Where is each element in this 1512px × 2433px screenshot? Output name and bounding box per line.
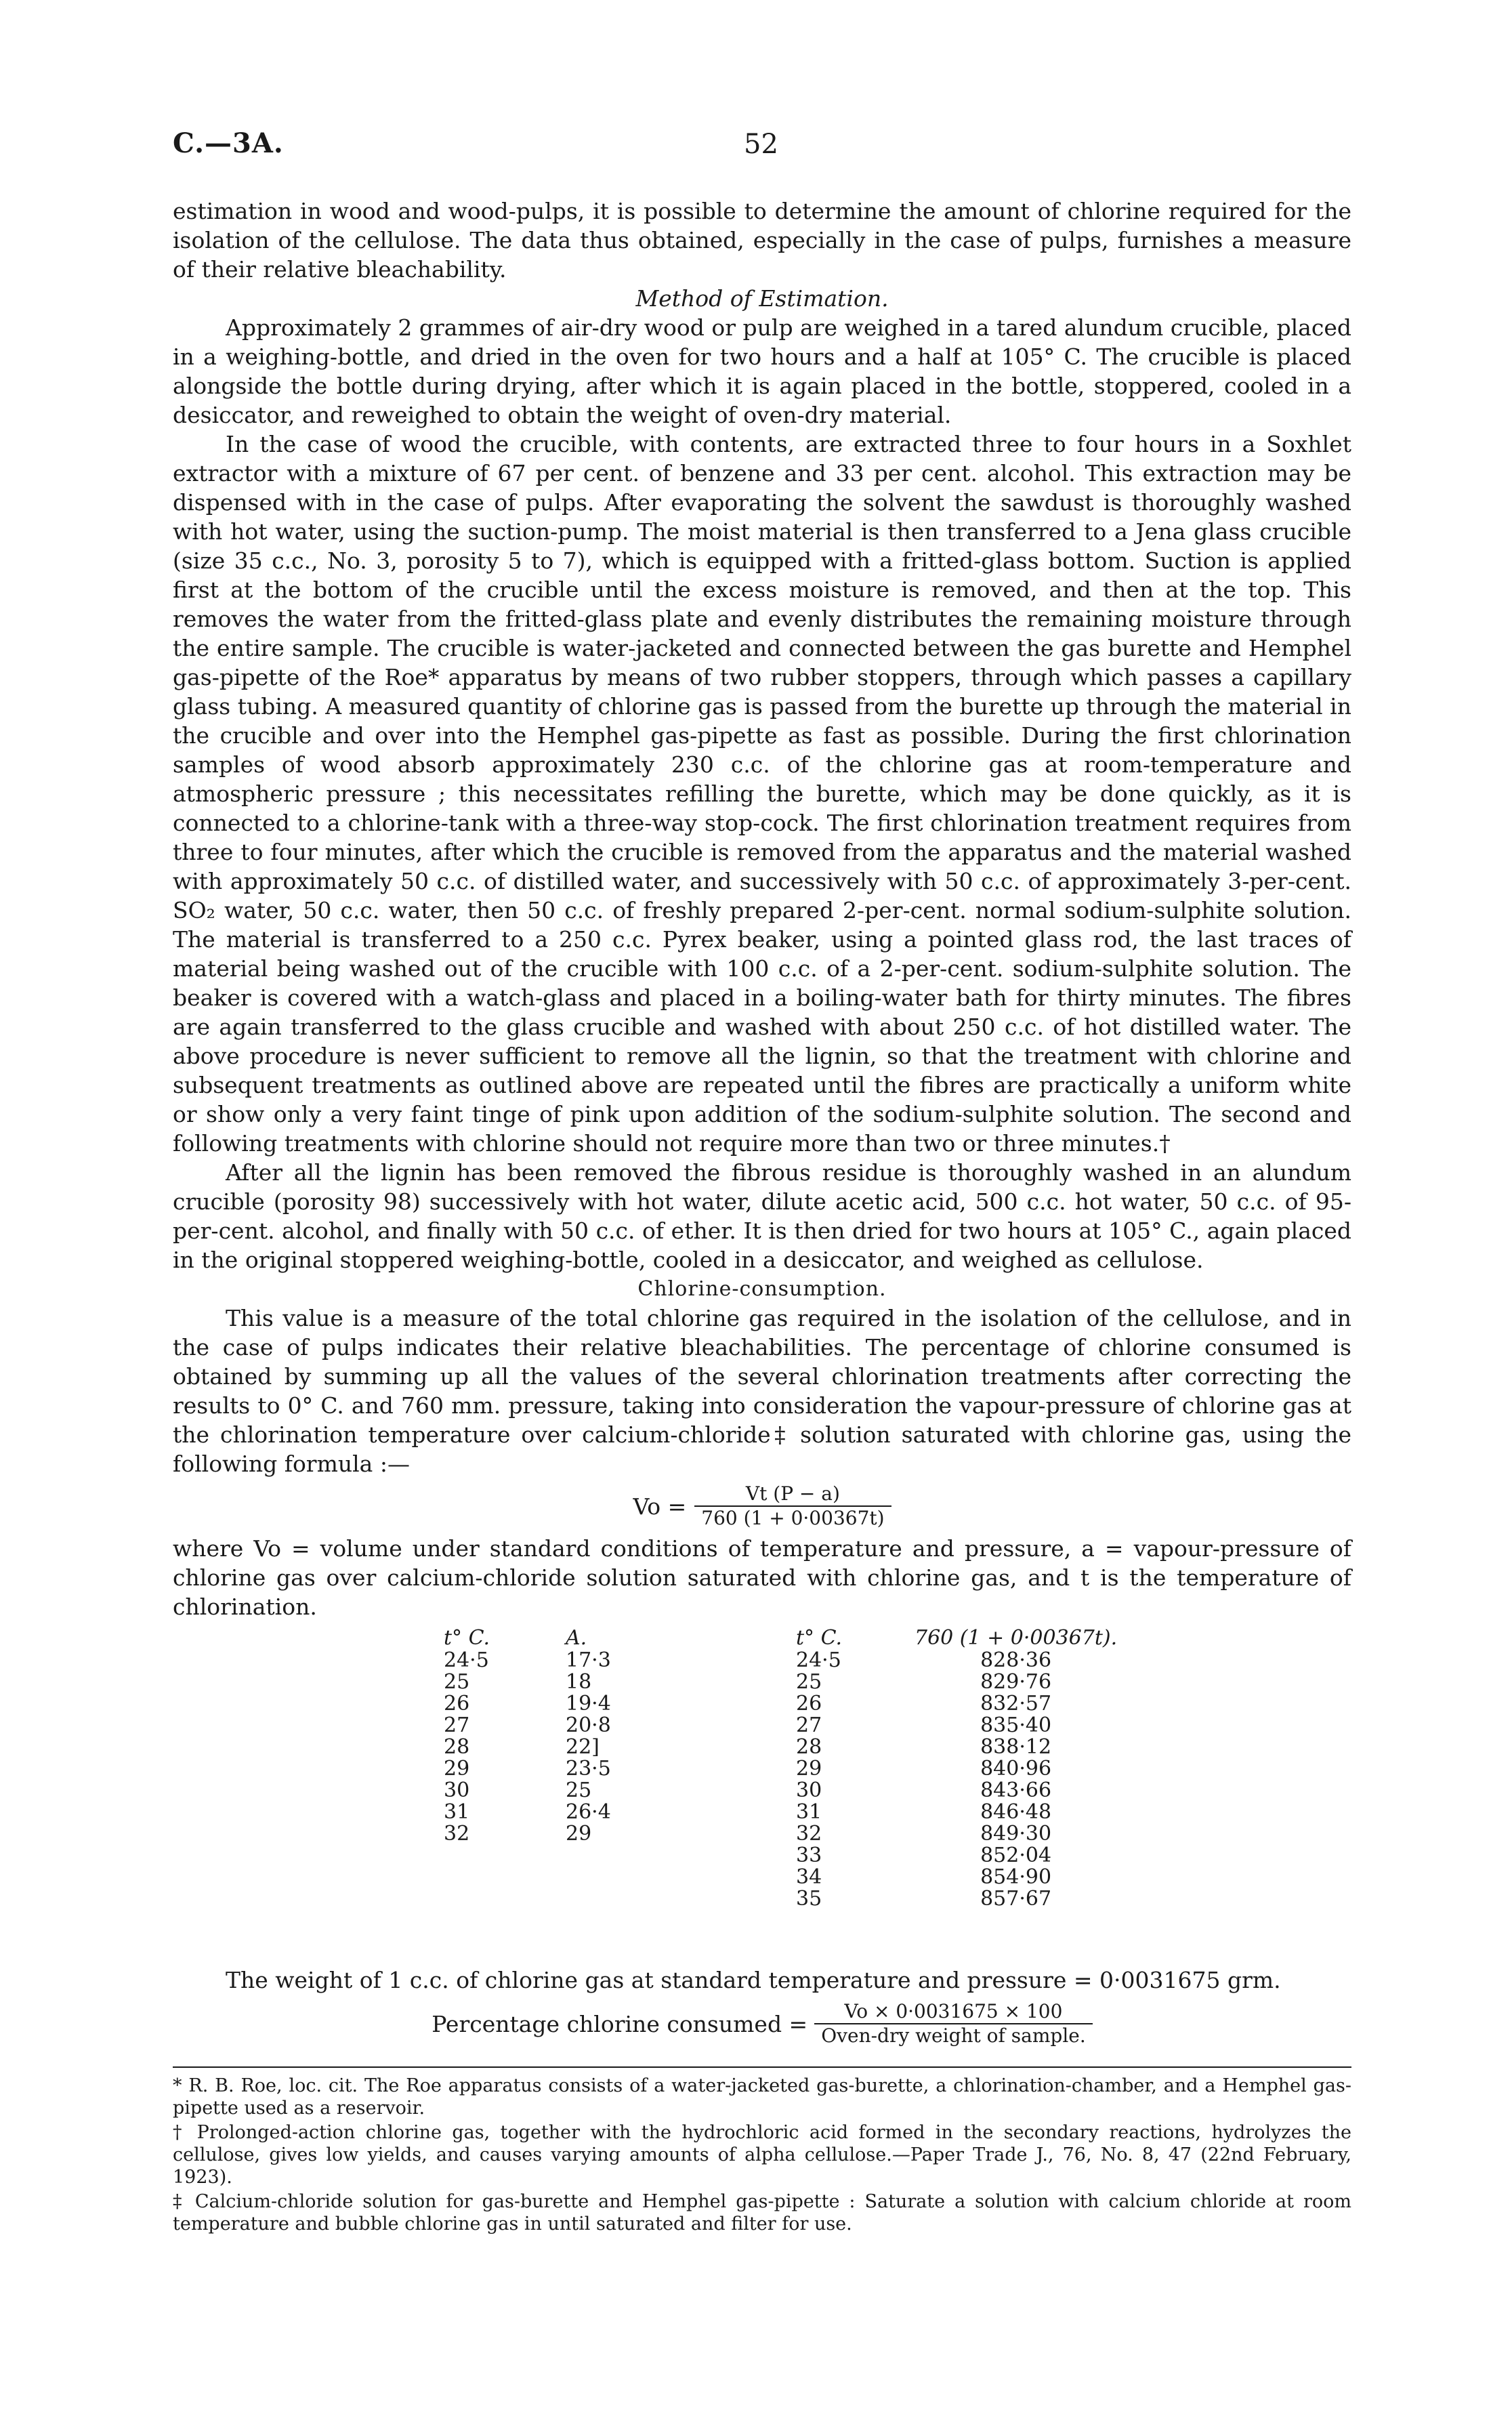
footnote: ‡ Calcium-chloride solution for gas-burette and Hemphel gas-pipette : Saturate a solution with calcium chloride at room temperature and bubble chlorine gas in until saturated and filter for use. xyxy=(173,2191,1351,2234)
formula-denominator: Oven-dry weight of sample. xyxy=(814,2023,1093,2047)
formula-lhs: Vo = xyxy=(633,1493,687,1520)
table-cell: 854·90 xyxy=(980,1865,1052,1889)
table-column-correction xyxy=(915,1627,1117,1910)
table-cell: 26·4 xyxy=(566,1800,611,1824)
table-cell: 33 xyxy=(796,1844,822,1867)
paragraph: This value is a measure of the total chlorine gas required in the isolation of the cellulose, and in the case of pulps indicates their relative bleachabilities. The percentage of chlorine consumed is obtained by summing up all the values of the several chlorination treatments after correcting the results to 0° C. and 760 mm. pressure, taking into consideration the vapour-pressure of chlorine gas at the chlorination temperature over calcium-chloride‡ solution saturated with chlorine gas, using the following formula :— xyxy=(173,1305,1351,1477)
table-column-temp xyxy=(444,1627,490,1845)
section-heading: Method of Estimation. xyxy=(635,285,889,312)
table-cell: 23·5 xyxy=(566,1757,611,1781)
table-cell: 29 xyxy=(566,1822,592,1846)
table-cell: 30 xyxy=(796,1779,822,1802)
table-header: t° C. xyxy=(444,1626,490,1650)
table-cell: 840·96 xyxy=(980,1757,1052,1781)
table-cell: 30 xyxy=(444,1779,470,1802)
table-cell: 25 xyxy=(566,1779,592,1802)
table-cell: 852·04 xyxy=(980,1844,1052,1867)
table-cell: 27 xyxy=(796,1713,822,1737)
table-cell: 32 xyxy=(796,1822,822,1846)
paragraph: The weight of 1 c.c. of chlorine gas at standard temperature and pressure = 0·0031675 grm. xyxy=(226,1967,1281,1993)
table-cell: 829·76 xyxy=(980,1670,1052,1694)
paragraph: where Vo = volume under standard conditions of temperature and pressure, a = vapour-pressure of chlorine gas over calcium-chloride solution saturated with chlorine gas, and t is the temperature of chlorination. xyxy=(173,1535,1351,1620)
table-cell: 31 xyxy=(444,1800,470,1824)
table-cells xyxy=(566,1650,611,1845)
table-header: t° C. xyxy=(796,1626,843,1650)
section-heading: Chlorine-consumption. xyxy=(637,1277,887,1301)
table-cell: 25 xyxy=(444,1670,470,1694)
volume-formula xyxy=(173,1482,1351,1530)
table-cell: 26 xyxy=(796,1692,822,1715)
footnote: * R. B. Roe, loc. cit. The Roe apparatus consists of a water-jacketed gas-burette, a chlorination-chamber, and a Hemphel gas-pipette used as a reservoir. xyxy=(173,2075,1351,2119)
formula-fraction xyxy=(694,1482,891,1530)
table-cell: 18 xyxy=(566,1670,592,1694)
table-cell: 22] xyxy=(566,1735,600,1759)
table-cells xyxy=(444,1650,490,1845)
paragraph: Approximately 2 grammes of air-dry wood or pulp are weighed in a tared alundum crucible, placed in a weighing-bottle, and dried in the oven for two hours and a half at 105° C. The crucible is placed alongside the bottle during drying, after which it is again placed in the bottle, stoppered, cooled in a desiccator, and reweighed to obtain the weight of oven-dry material. xyxy=(173,314,1351,428)
table-cell: 846·48 xyxy=(980,1800,1052,1824)
document-code: C.—3A. xyxy=(173,127,284,159)
paragraph: estimation in wood and wood-pulps, it is possible to determine the amount of chlorine required for the isolation of the cellulose. The data thus obtained, especially in the case of pulps, furnishes a measure of their relative bleachability. xyxy=(173,198,1351,283)
table-cell: 29 xyxy=(796,1757,822,1781)
table-cell: 35 xyxy=(796,1887,822,1911)
table-cell: 838·12 xyxy=(980,1735,1052,1759)
table-cell: 849·30 xyxy=(980,1822,1052,1846)
formula-denominator: 760 (1 + 0·00367t) xyxy=(694,1505,891,1530)
paragraph: In the case of wood the crucible, with contents, are extracted three to four hours in a Soxhlet extractor with a mixture of 67 per cent. of benzene and 33 per cent. alcohol. This extraction may be dispensed with in the case of pulps. After evaporating the solvent the sawdust is thoroughly washed with hot water, using the suction-pump. The moist material is then transferred to a Jena glass crucible (size 35 c.c., No. 3, porosity 5 to 7), which is equipped with a fritted-glass bottom. Suction is applied first at the bottom of the crucible until the excess moisture is removed, and then at the top. This removes the water from the fritted-glass plate and evenly distributes the remaining moisture through the entire sample. The crucible is water-jacketed and connected between the gas burette and Hemphel gas-pipette of the Roe* apparatus by means of two rubber stoppers, through which passes a capillary glass tubing. A measured quantity of chlorine gas is passed from the burette up through the material in the crucible and over into the Hemphel gas-pipette as fast as possible. During the first chlorination samples of wood absorb approximately 230 c.c. of the chlorine gas at room-temperature and atmospheric pressure ; this necessitates refilling the burette, which may be done quickly, as it is connected to a chlorine-tank with a three-way stop-cock. The first chlorination treatment requires from three to four minutes, after which the crucible is removed from the apparatus and the material washed with approximately 50 c.c. of distilled water, and successively with 50 c.c. of approximately 3-per-cent. SO₂ water, 50 c.c. water, then 50 c.c. of freshly prepared 2-per-cent. normal sodium-sulphite solution. The material is transferred to a 250 c.c. Pyrex beaker, using a pointed glass rod, the last traces of material being washed out of the crucible with 100 c.c. of a 2-per-cent. sodium-sulphite solution. The beaker is covered with a watch-glass and placed in a boiling-water bath for thirty minutes. The fibres are again transferred to the glass crucible and washed with about 250 c.c. of hot distilled water. The above procedure is never sufficient to remove all the lignin, so that the treatment with chlorine and subsequent treatments as outlined above are repeated until the fibres are practically a uniform white or show only a very faint tinge of pink upon addition of the sodium-sulphite solution. The second and following treatments with chlorine should not require more than two or three minutes.† xyxy=(173,431,1351,1157)
table-column-temp-2 xyxy=(796,1627,842,1910)
page-number: 52 xyxy=(744,129,778,160)
formula-lhs: Percentage chlorine consumed = xyxy=(432,2010,808,2037)
table-cells xyxy=(796,1650,842,1910)
footnote-rule xyxy=(173,2066,1351,2068)
table-cell: 27 xyxy=(444,1713,470,1737)
footnotes xyxy=(173,2075,1351,2237)
table-cell: 28 xyxy=(444,1735,470,1759)
table-cell: 24·5 xyxy=(796,1648,841,1672)
table-cell: 25 xyxy=(796,1670,822,1694)
table-cell: 20·8 xyxy=(566,1713,611,1737)
table-cell: 857·67 xyxy=(980,1887,1052,1911)
table-header: A. xyxy=(566,1626,587,1650)
table-cell: 828·36 xyxy=(980,1648,1052,1672)
formula-fraction xyxy=(814,2000,1093,2047)
table-cell: 34 xyxy=(796,1865,822,1889)
table-column-a xyxy=(566,1627,611,1845)
table-cell: 28 xyxy=(796,1735,822,1759)
percentage-formula xyxy=(173,2000,1351,2047)
table-cells xyxy=(915,1650,1117,1910)
paragraph: After all the lignin has been removed the fibrous residue is thoroughly washed in an alundum crucible (porosity 98) successively with hot water, dilute acetic acid, 500 c.c. hot water, 50 c.c. of 95-per-cent. alcohol, and finally with 50 c.c. of ether. It is then dried for two hours at 105° C., again placed in the original stoppered weighing-bottle, cooled in a desiccator, and weighed as cellulose. xyxy=(173,1159,1351,1273)
formula-numerator: Vo × 0·0031675 × 100 xyxy=(844,2000,1063,2022)
table-cell: 29 xyxy=(444,1757,470,1781)
table-cell: 24·5 xyxy=(444,1648,489,1672)
table-cell: 832·57 xyxy=(980,1692,1052,1715)
table-cell: 32 xyxy=(444,1822,470,1846)
table-cell: 843·66 xyxy=(980,1779,1052,1802)
vapour-pressure-table xyxy=(444,1627,1351,1966)
footnote: † Prolonged-action chlorine gas, together with the hydrochloric acid formed in the secondary reactions, hydrolyzes the cellulose, gives low yields, and causes varying amounts of alpha cellulose.—Paper Trade J., 76, No. 8, 47 (22nd February, 1923). xyxy=(173,2122,1351,2188)
table-cell: 19·4 xyxy=(566,1692,611,1715)
table-cell: 26 xyxy=(444,1692,470,1715)
table-cell: 17·3 xyxy=(566,1648,611,1672)
table-cell: 835·40 xyxy=(980,1713,1052,1737)
table-cell: 31 xyxy=(796,1800,822,1824)
table-header: 760 (1 + 0·00367t). xyxy=(915,1626,1118,1650)
body-text xyxy=(173,196,1351,2047)
formula-numerator: Vt (P − a) xyxy=(745,1482,840,1505)
